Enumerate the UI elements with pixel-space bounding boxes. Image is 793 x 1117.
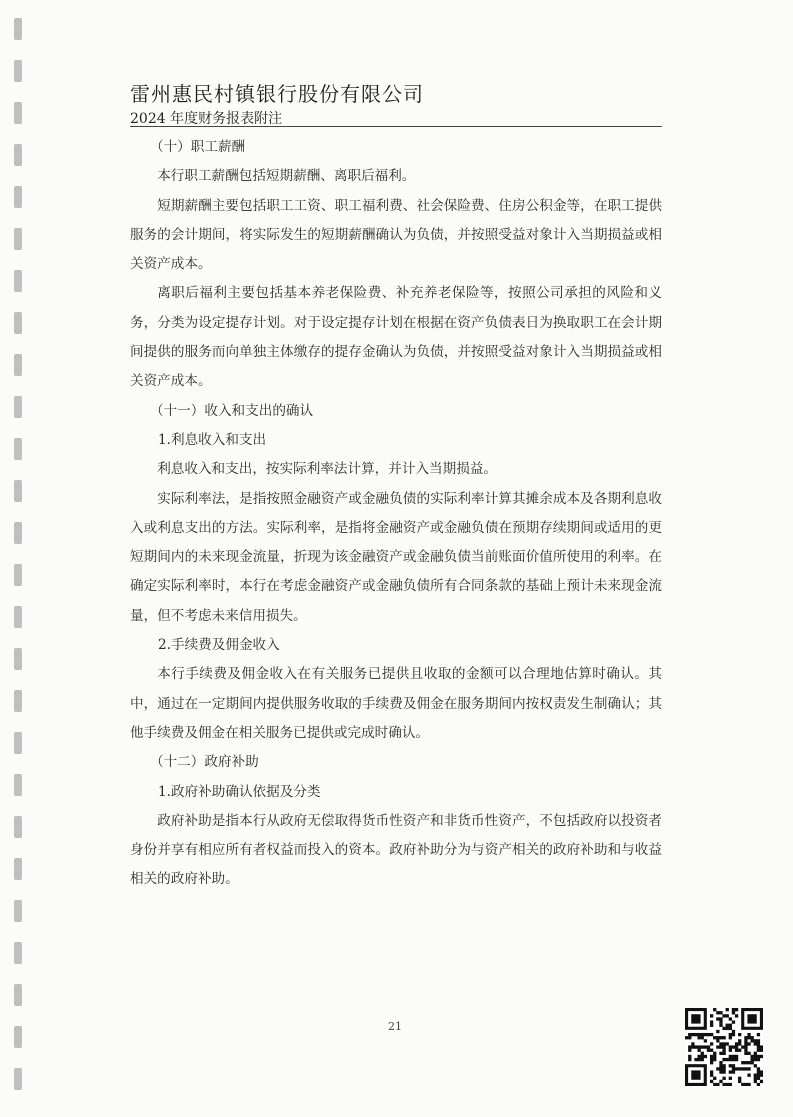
paragraph: 政府补助是指本行从政府无偿取得货币性资产和非货币性资产，不包括政府以投资者身份并享有相应所有者权益而投入的资本。政府补助分为与资产相关的政府补助和与收益相关的政府补助。	[130, 812, 662, 888]
paragraph: 实际利率法，是指按照金融资产或金融负债的实际利率计算其摊余成本及各期利息收入或利息支出的方法。实际利率，是指将金融资产或金融负债在预期存续期间或适用的更短期间内的未来现金流量，折现为该金融资产或金融负债当前账面价值所使用的利率。在确定实际利率时，本行在考虑金融资产或金融负债所有合同条款的基础上预计未来现金流量，但不考虑未来信用损失。	[130, 490, 662, 624]
subsection-heading: 1.利息收入和支出	[158, 431, 267, 448]
section-heading: （十一）收入和支出的确认	[150, 402, 314, 419]
section-heading: （十）职工薪酬	[150, 139, 246, 155]
paragraph: 短期薪酬主要包括职工工资、职工福利费、社会保险费、住房公积金等，在职工提供服务的会计期间，将实际发生的短期薪酬确认为负债，并按照受益对象计入当期损益或相关资产成本。	[130, 197, 662, 273]
subsection-heading: 1.政府补助确认依据及分类	[158, 783, 321, 800]
page-number: 21	[388, 1020, 402, 1033]
subsection-heading: 2.手续费及佣金收入	[158, 637, 280, 654]
qr-code-icon	[685, 1008, 763, 1086]
header-rule	[130, 126, 662, 127]
document-body	[130, 133, 662, 895]
section-heading: （十二）政府补助	[150, 754, 259, 771]
report-subtitle: 2024 年度财务报表附注	[130, 111, 283, 127]
paragraph: 本行职工薪酬包括短期薪酬、离职后福利。	[157, 168, 416, 185]
paragraph: 利息收入和支出，按实际利率法计算，并计入当期损益。	[157, 461, 498, 478]
company-name: 雷州惠民村镇银行股份有限公司	[130, 82, 424, 106]
paragraph: 离职后福利主要包括基本养老保险费、补充养老保险等，按照公司承担的风险和义务，分类为设定提存计划。对于设定提存计划在根据在资产负债表日为换取职工在会计期间提供的服务而向单独主体缴存的提存金确认为负债，并按照受益对象计入当期损益或相关资产成本。	[130, 285, 662, 390]
paragraph: 本行手续费及佣金收入在有关服务已提供且收取的金额可以合理地估算时确认。其中，通过在一定期间内提供服务收取的手续费及佣金在服务期间内按权责发生制确认；其他手续费及佣金在相关服务已提供或完成时确认。	[130, 666, 662, 741]
